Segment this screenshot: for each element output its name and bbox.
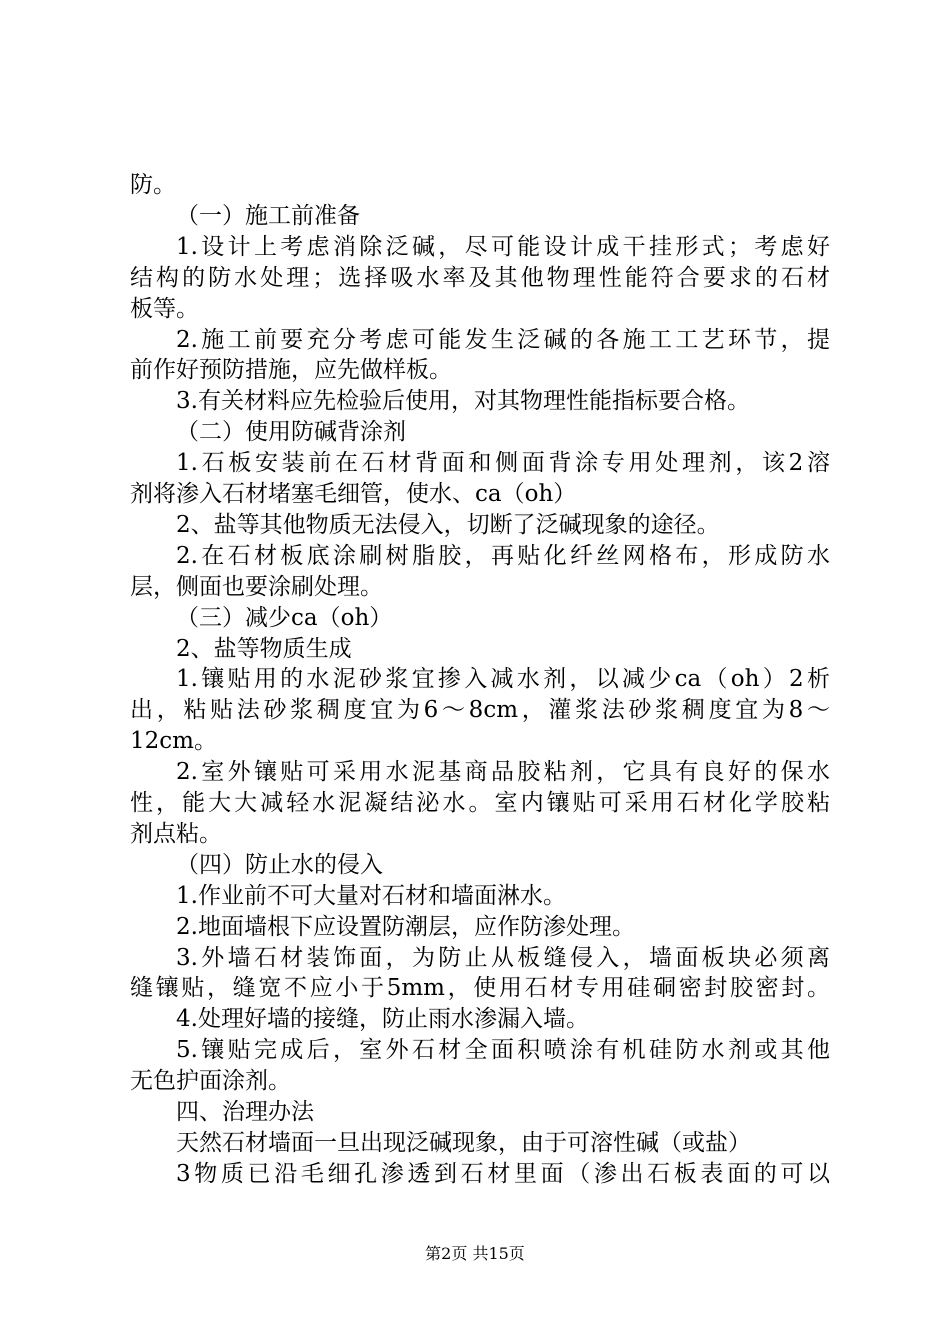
text-line: 1.石板安装前在石材背面和侧面背涂专用处理剂，该2溶 xyxy=(176,450,830,477)
text-line: 性，能大大减轻水泥凝结泌水。室内镶贴可采用石材化学胶粘 xyxy=(130,790,830,816)
text-line: 2.施工前要充分考虑可能发生泛碱的各施工工艺环节，提 xyxy=(176,326,830,353)
text-line: 3.有关材料应先检验后使用，对其物理性能指标要合格。 xyxy=(176,388,750,415)
text-line: 剂点粘。 xyxy=(130,820,222,847)
text-line: 天然石材墙面一旦出现泛碱现象，由于可溶性碱（或盐） xyxy=(176,1129,751,1156)
text-line: 4.处理好墙的接缝，防止雨水渗漏入墙。 xyxy=(176,1006,589,1033)
text-line: 四、治理办法 xyxy=(176,1099,314,1125)
text-line: 剂将渗入石材堵塞毛细管，使水、ca（oh） xyxy=(130,481,577,507)
text-line: 结构的防水处理；选择吸水率及其他物理性能符合要求的石材 xyxy=(130,264,830,291)
text-line: （二）使用防碱背涂剂 xyxy=(176,419,406,446)
page-footer: 第2页 共15页 xyxy=(425,1244,525,1263)
text-line: （四）防止水的侵入 xyxy=(176,851,383,878)
text-line: 前作好预防措施，应先做样板。 xyxy=(130,357,452,384)
text-line: 无色护面涂剂。 xyxy=(130,1068,291,1095)
text-line: 层，侧面也要涂刷处理。 xyxy=(130,573,383,600)
text-line: 2.在石材板底涂刷树脂胶，再贴化纤丝网格布，形成防水 xyxy=(176,542,830,569)
text-line: 2、盐等其他物质无法侵入，切断了泛碱现象的途径。 xyxy=(176,511,720,538)
text-line: 1.设计上考虑消除泛碱，尽可能设计成干挂形式；考虑好 xyxy=(176,233,830,260)
text-line: 2、盐等物质生成 xyxy=(176,635,352,662)
text-line: 5.镶贴完成后，室外石材全面积喷涂有机硅防水剂或其他 xyxy=(176,1037,830,1064)
text-line: （一）施工前准备 xyxy=(176,202,360,229)
text-line: 3.外墙石材装饰面，为防止从板缝侵入，墙面板块必须离 xyxy=(176,944,830,971)
text-line: 3物质已沿毛细孔渗透到石材里面（渗出石板表面的可以 xyxy=(176,1160,830,1187)
text-line: 2.地面墙根下应设置防潮层，应作防渗处理。 xyxy=(176,913,635,940)
text-line: 防。 xyxy=(130,172,176,198)
text-line: 12cm。 xyxy=(130,728,217,755)
text-line: 1.作业前不可大量对石材和墙面淋水。 xyxy=(176,882,566,909)
text-line: 板等。 xyxy=(130,295,199,322)
text-line: 1.镶贴用的水泥砂浆宜掺入减水剂，以减少ca（oh）2析 xyxy=(176,666,830,693)
text-line: 出，粘贴法砂浆稠度宜为6～8cm，灌浆法砂浆稠度宜为8～ xyxy=(130,697,830,724)
text-line: （三）减少ca（oh） xyxy=(176,604,393,631)
text-line: 缝镶贴，缝宽不应小于5mm，使用石材专用硅硐密封胶密封。 xyxy=(130,975,830,1002)
text-line: 2.室外镶贴可采用水泥基商品胶粘剂，它具有良好的保水 xyxy=(176,759,830,786)
